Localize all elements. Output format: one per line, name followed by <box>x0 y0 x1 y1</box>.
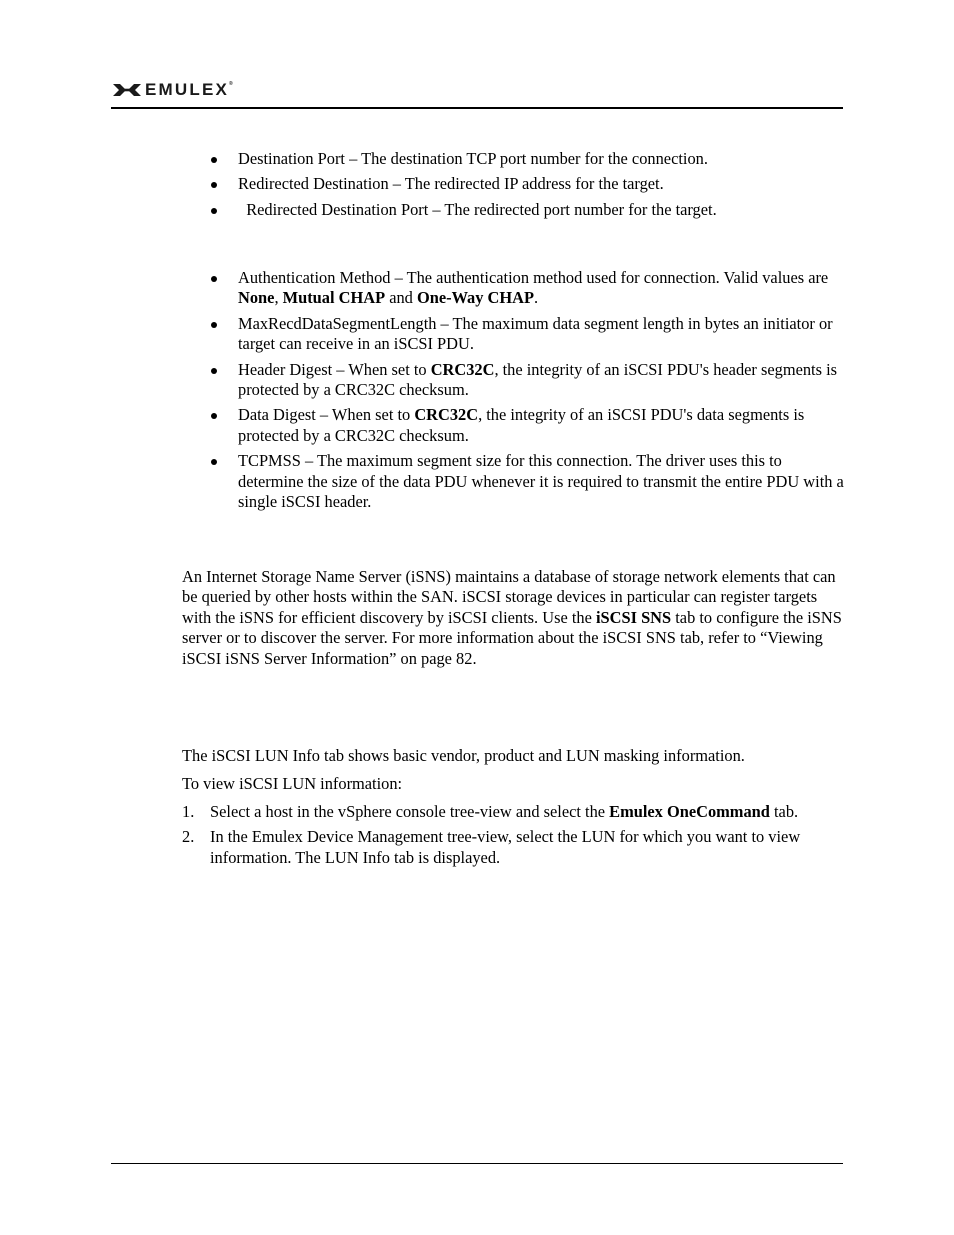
header-rule <box>111 107 843 109</box>
list-item-redirected-destination: Redirected Destination – The redirected IP address for the target. <box>210 174 844 194</box>
step-number: 2. <box>182 827 195 847</box>
trademark-symbol: ® <box>229 81 233 87</box>
list-item-authentication-method: Authentication Method – The authentication method used for connection. Valid values are None, Mutual CHAP and One-Way CHAP. <box>210 268 844 309</box>
negotiated-properties-list <box>210 268 844 517</box>
list-item-tcpmss: TCPMSS – The maximum segment size for this connection. The driver uses this to determine the size of the data PDU whenever it is required to transmit the entire PDU with a single iSCSI header. <box>210 451 844 512</box>
list-item-redirected-destination-port: Redirected Destination Port – The redirected port number for the target. <box>210 200 844 220</box>
list-item-destination-port: Destination Port – The destination TCP port number for the connection. <box>210 149 844 169</box>
connection-properties-list <box>210 149 844 225</box>
isns-description-paragraph: An Internet Storage Name Server (iSNS) maintains a database of storage network elements that can be queried by other hosts within the SAN. iSCSI storage devices in particular can register targets with the iSNS for efficient discovery by iSCSI clients. Use the iSCSI SNS tab to configure the iSNS server or to discover the server. For more information about the iSCSI SNS tab, refer to “Viewing iSCSI iSNS Server Information” on page 82. <box>182 567 842 668</box>
lun-info-intro-paragraph: The iSCSI LUN Info tab shows basic vendor, product and LUN masking information. <box>182 746 745 765</box>
lun-view-procedure-heading: To view iSCSI LUN information: <box>182 774 403 793</box>
step-number: 1. <box>182 802 195 821</box>
step-item: 2. In the Emulex Device Management tree-view, select the LUN for which you want to view information. The LUN Info tab is displayed. <box>182 827 801 867</box>
lun-steps-list <box>182 802 844 873</box>
emulex-logo-mark-icon <box>111 80 143 100</box>
emulex-logo <box>111 79 233 101</box>
footer-rule <box>111 1163 843 1164</box>
list-item-max-recd-data-segment-length: MaxRecdDataSegmentLength – The maximum data segment length in bytes an initiator or target can receive in an iSCSI PDU. <box>210 314 844 355</box>
step-item: 1. Select a host in the vSphere console tree-view and select the Emulex OneCommand tab. <box>182 802 799 821</box>
list-item-data-digest: Data Digest – When set to CRC32C, the integrity of an iSCSI PDU's data segments is protected by a CRC32C checksum. <box>210 405 844 446</box>
logo-wordmark: EMULEX® <box>145 80 233 99</box>
list-item-header-digest: Header Digest – When set to CRC32C, the integrity of an iSCSI PDU's header segments is protected by a CRC32C checksum. <box>210 360 844 401</box>
